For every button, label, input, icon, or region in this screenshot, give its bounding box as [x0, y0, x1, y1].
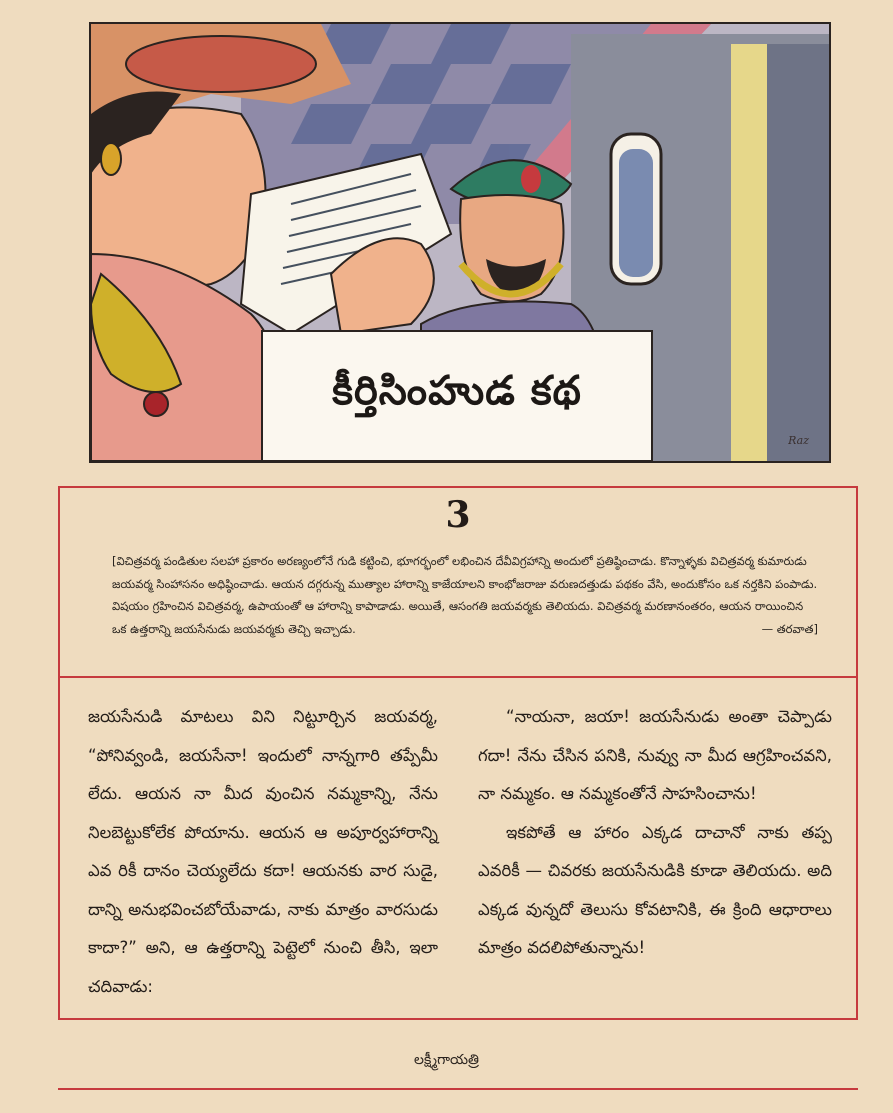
- story-paragraph: “నాయనా, జయా! జయసేనుడు అంతా చెప్పాడు గదా! నేను చేసిన పనికి, నువ్వు నా మీద ఆగ్రహించవని, నా నమ్మకం. ఆ నమ్మకంతోనే సాహసించాను!: [478, 707, 832, 803]
- previous-summary: [112, 550, 818, 641]
- story-column-left: [88, 698, 438, 1006]
- story-column-right: [478, 698, 832, 968]
- story-title-box: [261, 330, 653, 462]
- summary-continuation-mark: — తరవాత]: [761, 622, 818, 637]
- author-name: లక్ష్మీగాయత్రి: [414, 1052, 479, 1068]
- section-divider: [60, 676, 856, 678]
- story-paragraph: ఇకపోతే ఆ హారం ఎక్కడ దాచానో నాకు తప్ప ఎవరికీ — చివరకు జయసేనుడికి కూడా తెలియదు. అది ఎక్కడ వున్నదో తెలుసు కోవటానికి, ఈ క్రింది ఆధారాలు మాత్రం వదలిపోతున్నాను!: [478, 822, 832, 957]
- story-title: కీర్తిసింహుడ కథ: [332, 368, 582, 414]
- story-paragraph: జయసేనుడి మాటలు విని నిట్టూర్చిన జయవర్మ, “పోనివ్వండి, జయసేనా! ఇందులో నాన్నగారి తప్పేమీ లేదు. ఆయన నా మీద వుంచిన నమ్మకాన్ని, నేను నిలబెట్టుకోలేక పోయాను. ఆయన ఆ అపూర్వహారాన్ని ఎవ రికీ దానం చెయ్యలేదు కదా! ఆయనకు వార సుడై, దాన్ని అనుభవించబోయేవాడు, నాకు మాత్రం వారసుడు కాదా?” అని, ఆ ఉత్తరాన్ని పెట్టెలో నుంచి తీసి, ఇలా చదివాడు:: [88, 707, 438, 996]
- chapter-number: 3: [445, 494, 471, 536]
- story-frame: [58, 486, 858, 1020]
- artist-signature: Raz: [788, 434, 809, 447]
- summary-text: [విచిత్రవర్మ పండితుల సలహా ప్రకారం అరణ్యంలోనే గుడి కట్టించి, భూగర్భంలో లభించిన దేవీవిగ్రహాన్ని అందులో ప్రతిష్ఠించాడు. కొన్నాళ్ళకు విచిత్రవర్మ కుమారుడు జయవర్మ సింహాసనం అధిష్ఠించాడు. ఆయన దగ్గరున్న ముత్యాల హారాన్ని కాజేయాలని కాంభోజరాజు వరుణదత్తుడు పథకం వేసి, అందుకోసం ఒక నర్తకిని పంపాడు. విషయం గ్రహించిన విచిత్రవర్మ, ఉపాయంతో ఆ హారాన్ని కాపాడాడు. అయితే, ఆసంగతి జయవర్మకు తెలియదు. విచిత్రవర్మ మరణానంతరం, ఆయన రాయించిన ఒక ఉత్తరాన్ని జయసేనుడు జయవర్మకు తెచ్చి ఇచ్చాడు.: [112, 554, 818, 637]
- bottom-rule: [58, 1088, 858, 1090]
- story-illustration: [89, 22, 831, 463]
